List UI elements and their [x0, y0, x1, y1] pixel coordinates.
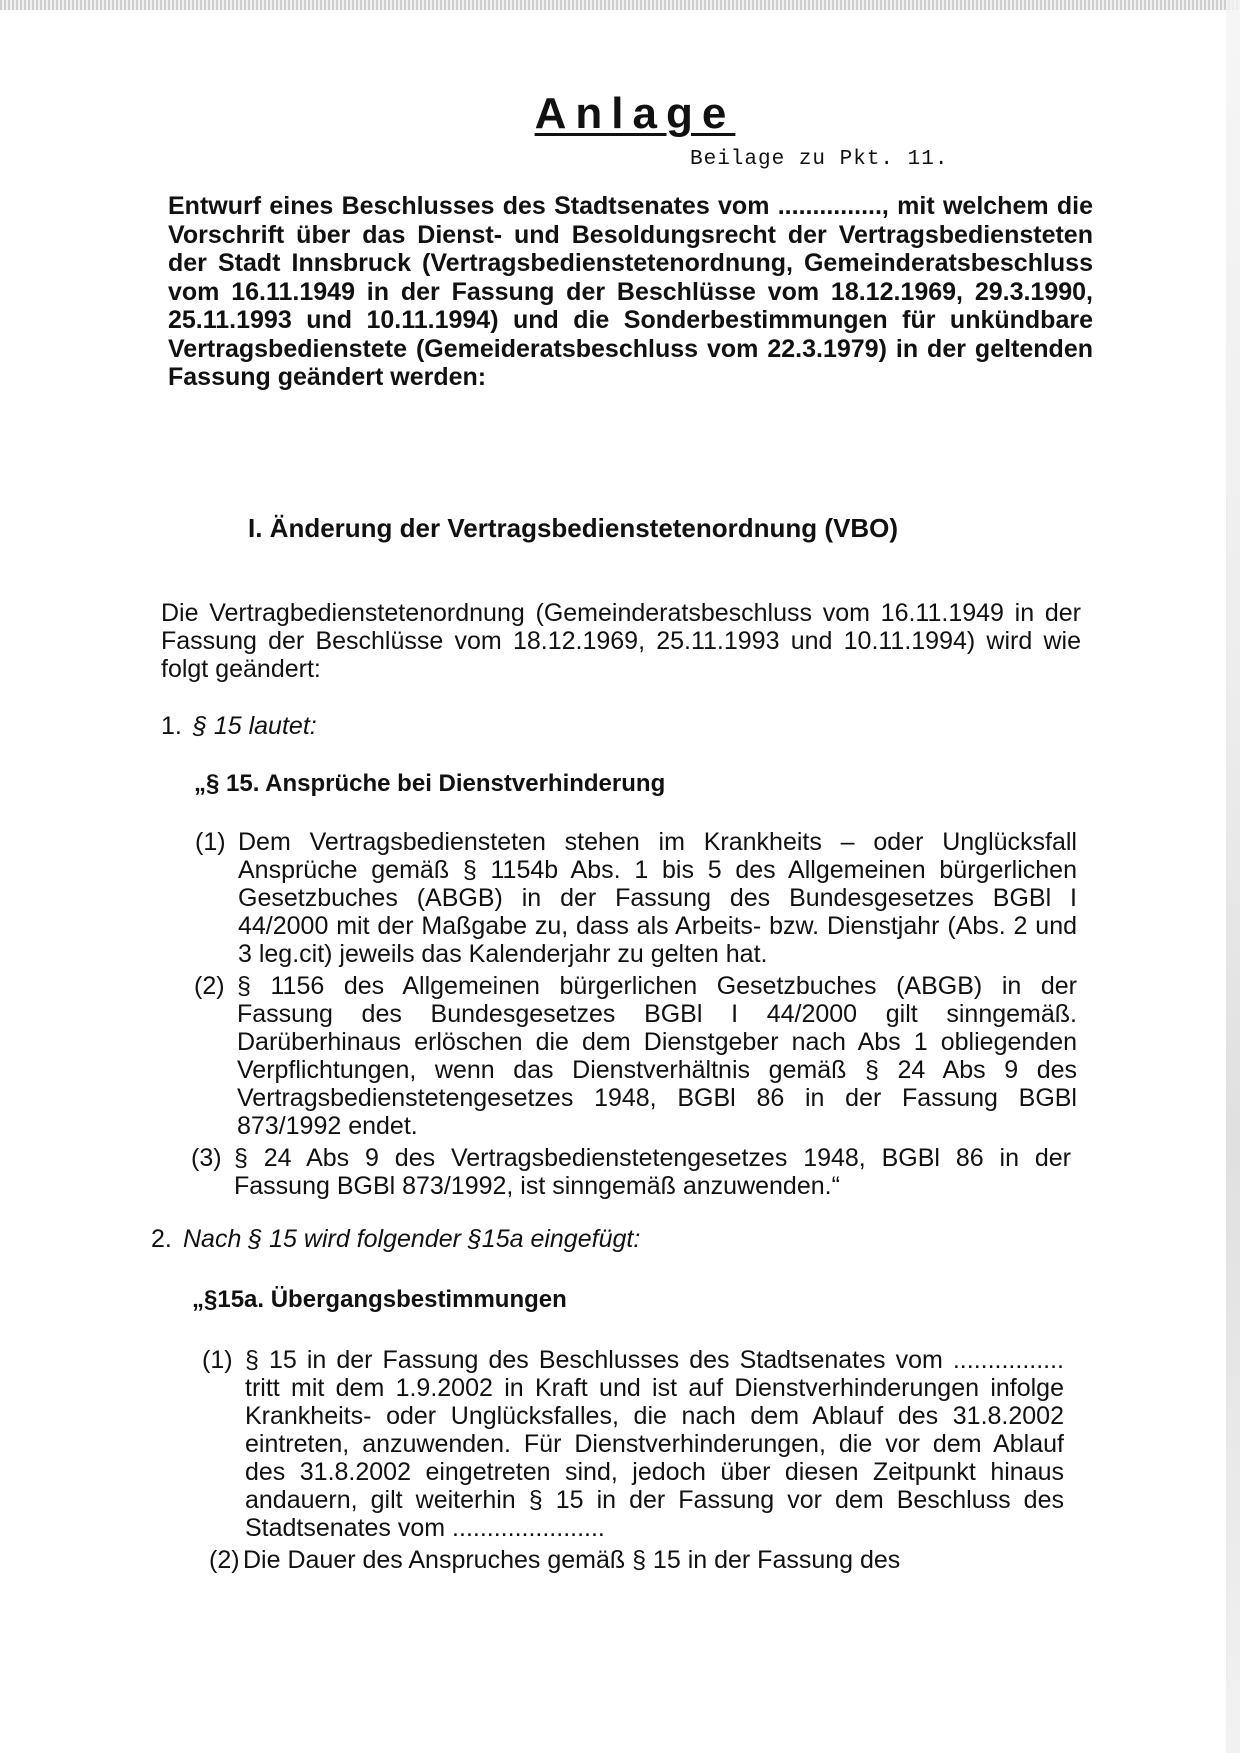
amendment-item-1	[161, 711, 317, 741]
section-intro: Die Vertragbedienstetenordnung (Gemeinderatsbeschluss vom 16.11.1949 in der Fassung der Beschlüsse vom 18.12.1969, 25.11.1993 und 10.11.1994) wird wie folgt geändert:	[161, 599, 1081, 683]
section-heading: I. Änderung der Vertragsbedienstetenordnung (VBO)	[248, 513, 899, 543]
subsection-text: § 24 Abs 9 des Vertragsbedienstetengesetzes 1948, BGBl 86 in der Fassung BGBl 873/1992, ist sinngemäß anzuwenden.“	[234, 1144, 1071, 1200]
item-label: Nach § 15 wird folgender §15a eingefügt:	[183, 1225, 641, 1253]
subsection-number: (1)	[202, 1346, 233, 1374]
document-title: Anlage	[534, 89, 736, 138]
subsection-number: (1)	[195, 828, 226, 856]
subsection-text: § 1156 des Allgemeinen bürgerlichen Gesetzbuches (ABGB) in der Fassung des Bundesgesetzes BGBl I 44/2000 gilt sinngemäß. Darüberhinaus erlöschen die dem Dienstgeber nach Abs 1 obliegenden Verpflichtungen, wenn das Dienstverhältnis gemäß § 24 Abs 9 des Vertragsbedienstetengesetzes 1948, BGBl 86 in der Fassung BGBl 873/1992 endet.	[237, 972, 1077, 1140]
resolution-intro: Entwurf eines Beschlusses des Stadtsenates vom ..............., mit welchem die Vorschrift über das Dienst- und Besoldungsrecht der Vertragsbediensteten der Stadt Innsbruck (Vertragsbedienstetenordnung, Gemeinderatsbeschluss vom 16.11.1949 in der Fassung der Beschlüsse vom 18.12.1969, 29.3.1990, 25.11.1993 und 10.11.1994) und die Sonderbestimmungen für unkündbare Vertragsbedienstete (Gemeideratsbeschluss vom 22.3.1979) in der geltenden Fassung geändert werden:	[168, 192, 1093, 391]
subsection-15-2	[194, 972, 1077, 1140]
item-number: 2.	[151, 1225, 172, 1253]
item-label: § 15 lautet:	[193, 712, 317, 740]
paragraph-heading-15a: „§15a. Übergangsbestimmungen	[192, 1286, 567, 1313]
subsection-number: (2)	[209, 1546, 240, 1574]
subsection-15a-1	[202, 1346, 1064, 1542]
subsection-text: Die Dauer des Anspruches gemäß § 15 in der Fassung des	[243, 1546, 901, 1574]
subsection-15-1	[195, 828, 1077, 968]
subsection-15-3	[191, 1144, 1071, 1200]
subsection-text: § 15 in der Fassung des Beschlusses des Stadtsenates vom ................ tritt mit dem 1.9.2002 in Kraft und ist auf Dienstverhinderungen infolge Krankheits- oder Unglücksfalles, die nach dem Ablauf des 31.8.2002 eintreten, anzuwenden. Für Dienstverhinderungen, die vor dem Ablauf des 31.8.2002 eingetreten sind, jedoch über diesen Zeitpunkt hinaus andauern, gilt weiterhin § 15 in der Fassung vor dem Beschluss des Stadtsenates vom ......................	[245, 1346, 1064, 1542]
amendment-item-2	[151, 1224, 640, 1254]
document-subtitle: Beilage zu Pkt. 11.	[690, 148, 949, 171]
subsection-number: (2)	[194, 972, 225, 1000]
subsection-text: Dem Vertragsbediensteten stehen im Krankheits – oder Unglücksfall Ansprüche gemäß § 1154b Abs. 1 bis 5 des Allgemeinen bürgerlichen Gesetzbuches (ABGB) in der Fassung des Bundesgesetzes BGBl I 44/2000 mit der Maßgabe zu, dass als Arbeits- bzw. Dienstjahr (Abs. 2 und 3 leg.cit) jeweils das Kalenderjahr zu gelten hat.	[238, 828, 1077, 968]
item-number: 1.	[161, 712, 182, 740]
subsection-15a-2	[209, 1546, 1069, 1574]
paragraph-heading-15: „§ 15. Ansprüche bei Dienstverhinderung	[194, 770, 666, 797]
subsection-number: (3)	[191, 1144, 222, 1172]
